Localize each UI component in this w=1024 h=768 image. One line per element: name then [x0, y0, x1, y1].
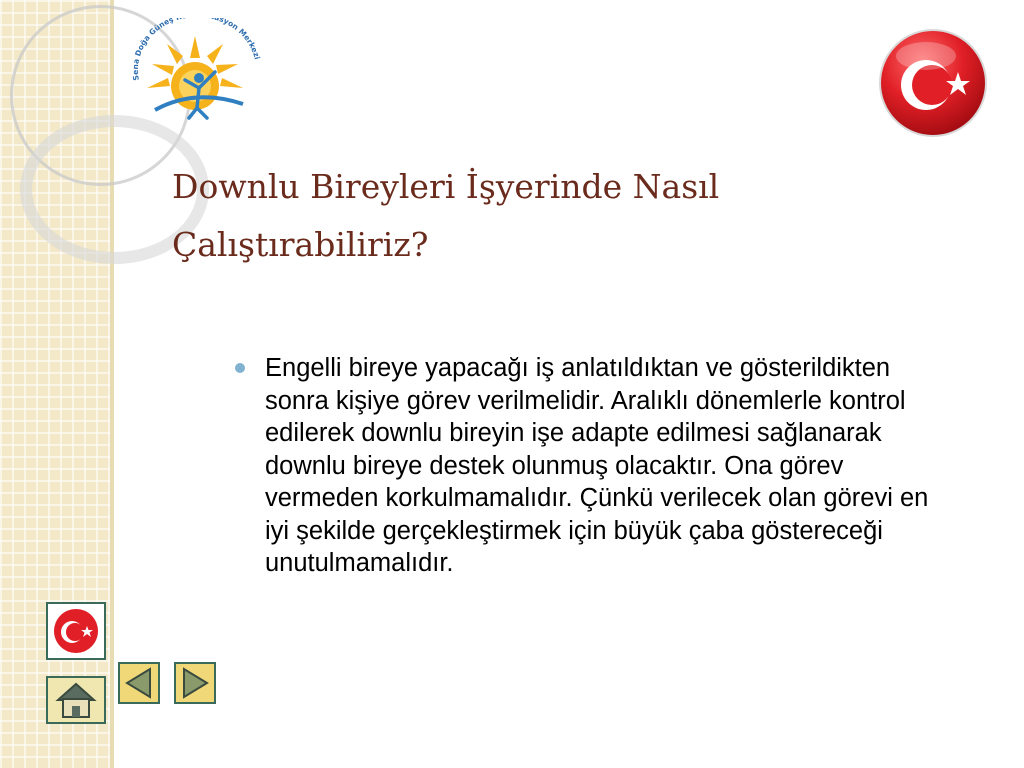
turkish-flag-button[interactable]	[46, 602, 106, 660]
rehabilitation-center-logo	[125, 18, 265, 128]
triangle-right-icon	[176, 664, 214, 702]
turkish-flag-icon	[48, 604, 104, 658]
previous-slide-button[interactable]	[118, 662, 160, 704]
bullet-dot-icon	[235, 363, 245, 373]
slide-title-line-1: Downlu Bireyleri İşyerinde Nasıl	[172, 167, 720, 206]
home-button[interactable]	[46, 676, 106, 724]
slide-title	[172, 158, 932, 274]
slide-title-line-2: Çalıştırabiliriz?	[172, 225, 429, 264]
next-slide-button[interactable]	[174, 662, 216, 704]
triangle-left-icon	[120, 664, 158, 702]
svg-text:Sena Doğa Güneş Rehabilitasyon: Sena Doğa Güneş syon Merkezi	[130, 18, 262, 82]
turkish-flag-emblem	[878, 28, 988, 138]
home-icon	[48, 678, 104, 722]
bullet-text: Engelli bireye yapacağı iş anlatıldıktan ve gösterildikten sonra kişiye görev verilmelidir. Aralıklı dönemlerle kontrol edilerek downlu bireyin işe adapte edilmesi sağlanarak downlu bireye destek olunmuş olacaktır. Ona görev vermeden korkulmamalıdır. Çünkü verilecek olan görevi en iyi şekilde gerçekleştirmek için büyük çaba göstereceği unutulmamalıdır.	[265, 354, 929, 577]
